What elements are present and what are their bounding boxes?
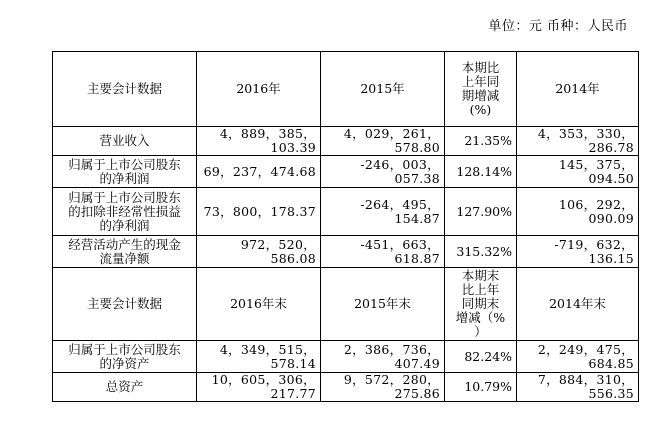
row-label-line: 归属于上市公司股东	[68, 189, 181, 205]
value-change: 82.24%	[445, 341, 517, 373]
value-2015: 9，572，280，275.86	[321, 373, 445, 402]
header-change-line: 同期末	[461, 296, 500, 311]
row-label-line: 归属于上市公司股东	[68, 341, 181, 357]
value-2016: 69，237，474.68	[197, 156, 321, 188]
value-2015: -246，003，057.38	[321, 156, 445, 188]
header-change-line: 本期比	[461, 60, 500, 75]
value-2014: 7，884，310，556.35	[517, 373, 639, 402]
header-label: 主要会计数据	[53, 268, 197, 341]
header-2014: 2014年	[517, 52, 639, 127]
table-row	[53, 341, 639, 373]
row-label	[53, 341, 197, 373]
header-change-end	[445, 268, 517, 341]
value-2015: 4，029，261，578.80	[321, 127, 445, 156]
row-label-line: 的净利润	[99, 217, 150, 233]
key-accounting-data-table	[52, 51, 639, 402]
value-change: 10.79%	[445, 373, 517, 402]
header-change-line: ）	[474, 324, 487, 339]
value-2016: 4，889，385，103.39	[197, 127, 321, 156]
row-label-line: 归属于上市公司股东	[68, 156, 181, 172]
header-change	[445, 52, 517, 127]
currency-unit-note: 单位：元 币种：人民币	[488, 19, 628, 34]
header-2015: 2015年	[321, 52, 445, 127]
row-label	[53, 188, 197, 236]
header-change-line: (%)	[469, 102, 492, 117]
header-change-line: 期增减	[461, 88, 500, 103]
value-change: 315.32%	[445, 236, 517, 268]
header-2015-end: 2015年末	[321, 268, 445, 341]
table-row	[53, 127, 639, 156]
value-2014: 106，292，090.09	[517, 188, 639, 236]
header-change-line: 增减（%	[455, 310, 506, 325]
header-change-line: 比上年	[461, 282, 500, 297]
row-label-line: 的扣除非经常性损益	[68, 203, 181, 219]
header-label: 主要会计数据	[53, 52, 197, 127]
table-row	[53, 188, 639, 236]
row-label-line: 经营活动产生的现金	[68, 236, 181, 252]
value-2016: 4，349，515，578.14	[197, 341, 321, 373]
table-row	[53, 236, 639, 268]
header-2016-end: 2016年末	[197, 268, 321, 341]
value-change: 21.35%	[445, 127, 517, 156]
row-label-line: 的净资产	[99, 355, 150, 371]
header-2016: 2016年	[197, 52, 321, 127]
row-label	[53, 156, 197, 188]
value-2014: 145，375，094.50	[517, 156, 639, 188]
value-2014: 2，249，475，684.85	[517, 341, 639, 373]
table-row	[53, 373, 639, 402]
row-label	[53, 373, 197, 402]
row-label-line: 的净利润	[99, 170, 150, 186]
row-label	[53, 236, 197, 268]
row-label	[53, 127, 197, 156]
table-row	[53, 156, 639, 188]
value-2016: 73，800，178.37	[197, 188, 321, 236]
value-2015: 2，386，736，407.49	[321, 341, 445, 373]
value-2015: -451，663，618.87	[321, 236, 445, 268]
value-change: 128.14%	[445, 156, 517, 188]
table-header-row	[53, 52, 639, 127]
row-label-line: 营业收入	[99, 133, 150, 148]
value-2015: -264，495，154.87	[321, 188, 445, 236]
header-2014-end: 2014年末	[517, 268, 639, 341]
row-label-line: 总资产	[105, 379, 144, 394]
value-2016: 972，520，586.08	[197, 236, 321, 268]
row-label-line: 流量净额	[99, 250, 150, 266]
header-change-line: 本期末	[461, 268, 500, 283]
header-change-line: 上年同	[461, 74, 500, 89]
value-2016: 10，605，306，217.77	[197, 373, 321, 402]
table-header-row	[53, 268, 639, 341]
value-2014: -719，632，136.15	[517, 236, 639, 268]
value-2014: 4，353，330，286.78	[517, 127, 639, 156]
value-change: 127.90%	[445, 188, 517, 236]
